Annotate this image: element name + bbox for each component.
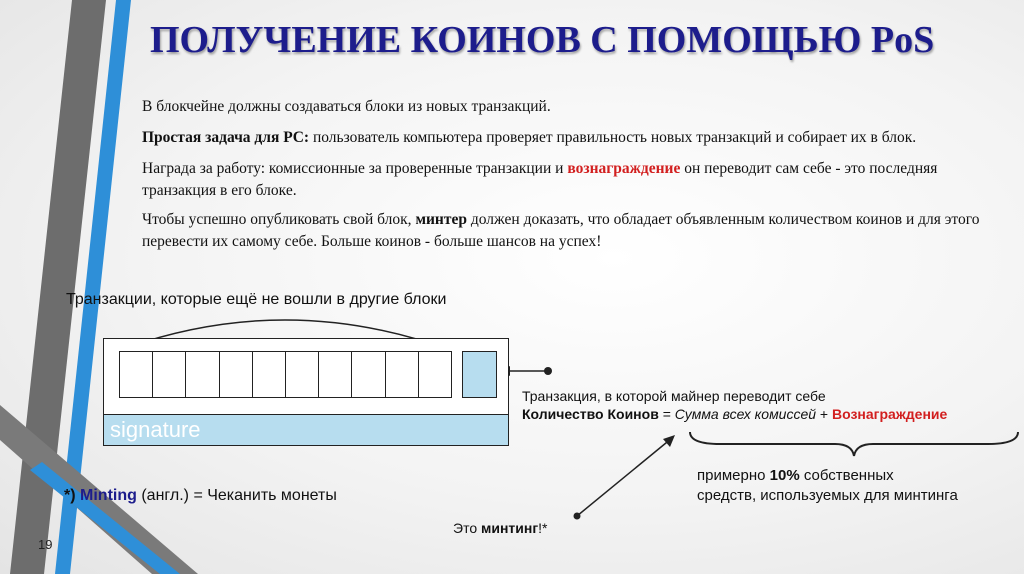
paragraph-2 (142, 127, 1012, 149)
p2-rest: пользователь компьютера проверяет правильность новых транзакций и собирает их в блок. (309, 129, 917, 146)
transaction-cell (352, 352, 385, 397)
transaction-cells (119, 351, 452, 398)
approx-line-1 (697, 467, 894, 484)
footnote-rest: (англ.) = Чеканить монеты (136, 487, 337, 504)
signature-label: signature (110, 417, 201, 442)
minting-arrowhead (663, 435, 675, 447)
coin-formula (522, 406, 947, 422)
p3-red: вознаграждение (567, 160, 681, 177)
transaction-cell (220, 352, 253, 397)
transaction-cell (186, 352, 219, 397)
reward-transaction-cell (462, 351, 497, 398)
signature-bar (104, 414, 508, 445)
page-number: 19 (38, 537, 53, 552)
approx-pre: примерно (697, 467, 770, 484)
transaction-cell (419, 352, 451, 397)
footnote (64, 487, 337, 505)
reward-tx-dot (544, 367, 552, 375)
minting-pre: Это (453, 520, 481, 536)
blue-stripe-bottom (30, 462, 180, 574)
block-diagram (103, 338, 509, 446)
minting-post: !* (538, 520, 548, 536)
p4-a: Чтобы успешно опубликовать свой блок, (142, 211, 416, 228)
p3-a: Награда за работу: комиссионные за проверенные транзакции и (142, 160, 568, 177)
paragraph-1 (142, 96, 1012, 118)
minting-bold: минтинг (481, 520, 539, 536)
footnote-term: Minting (80, 487, 137, 504)
transaction-cell (253, 352, 286, 397)
formula-plus: + (816, 406, 832, 422)
transactions-label: Транзакции, которые ещё не вошли в другие блоки (66, 291, 447, 308)
minting-arrow (577, 438, 672, 516)
transaction-cell (319, 352, 352, 397)
page-title: ПОЛУЧЕНИЕ КОИНОВ С ПОМОЩЬЮ PoS (150, 19, 935, 61)
curly-brace (690, 432, 1018, 456)
formula-qty: Количество Коинов (522, 406, 659, 422)
paragraph-4 (142, 209, 1012, 253)
transaction-cell (153, 352, 186, 397)
formula-sum: Сумма всех комиссей (674, 406, 817, 422)
p2-bold: Простая задача для PC: (142, 129, 310, 146)
transaction-cell (120, 352, 153, 397)
p4-bold: минтер (415, 211, 467, 228)
minting-caption (453, 520, 548, 536)
p1-text: В блокчейне должны создаваться блоки из новых транзакций. (142, 98, 551, 115)
formula-reward: Вознаграждение (832, 406, 948, 422)
p4-b: должен доказать, что обладает объявленным количеством коинов и для этого перевести их самому себе. Больше коинов - больше шансов на успех! (142, 211, 980, 250)
reward-tx-caption: Транзакция, в которой майнер переводит себе (522, 388, 826, 404)
paragraph-3 (142, 158, 962, 202)
p3-b: он переводит сам себе - это последняя транзакция в его блоке. (142, 160, 938, 199)
approx-line-2: средств, используемых для минтинга (697, 487, 958, 504)
formula-eq: = (658, 406, 675, 422)
approx-post: собственных (799, 467, 894, 484)
minting-arrow-dot (574, 513, 581, 520)
approx-pct: 10% (769, 467, 800, 484)
footnote-star: *) (64, 487, 76, 504)
transaction-cell (386, 352, 419, 397)
transaction-cell (286, 352, 319, 397)
